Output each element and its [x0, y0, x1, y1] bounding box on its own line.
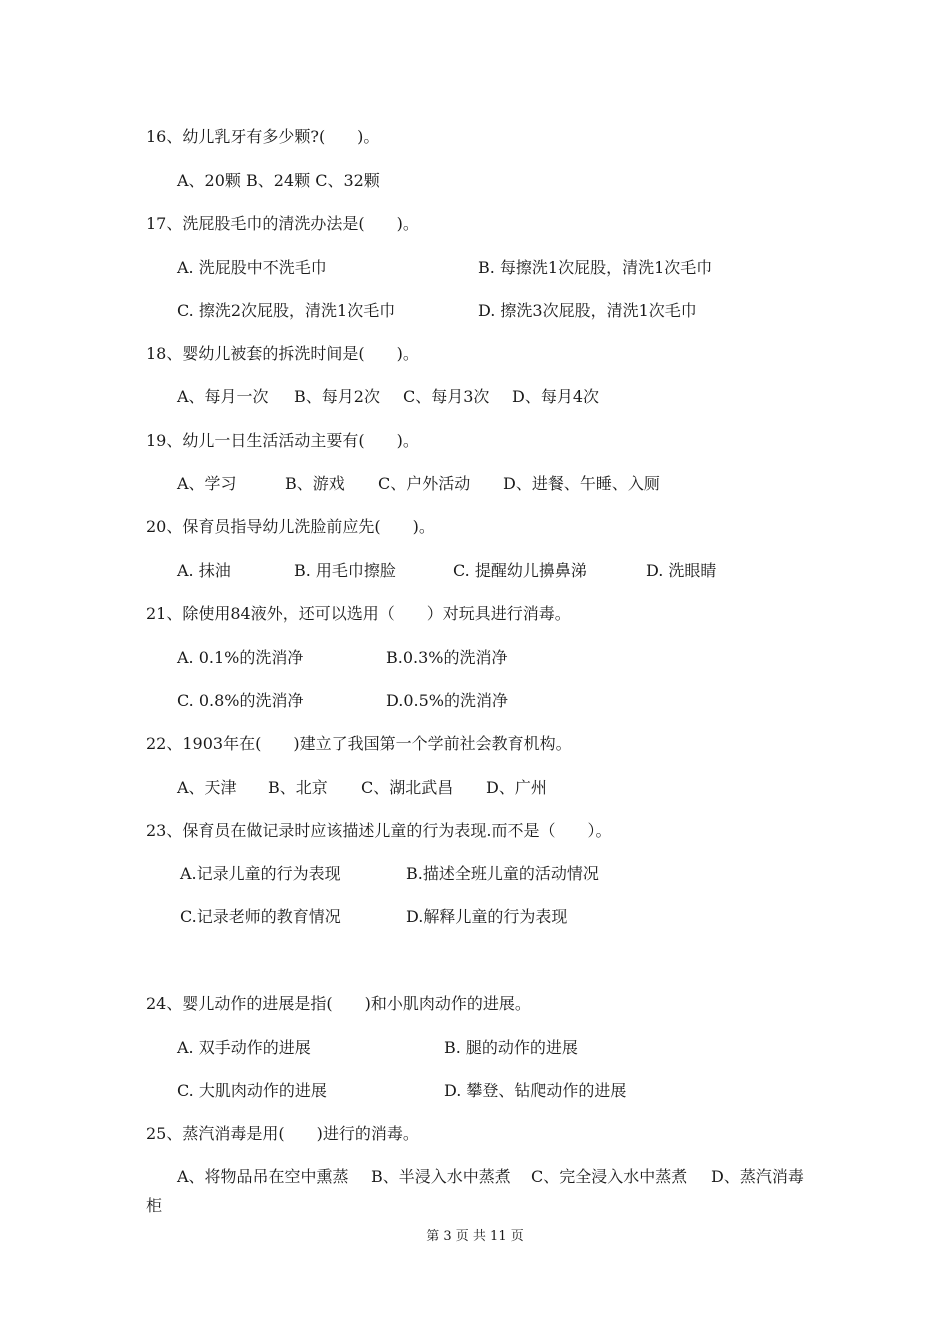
question-20-option-b: B. 用毛巾擦脸: [294, 561, 396, 580]
question-24-option-b: B. 腿的动作的进展: [444, 1038, 578, 1057]
question-21-option-b: B.0.3%的洗消净: [386, 648, 508, 667]
question-24-option-d: D. 攀登、钻爬动作的进展: [444, 1081, 627, 1100]
question-25-option-b: B、半浸入水中蒸煮: [371, 1167, 511, 1186]
question-23-option-b: B.描述全班儿童的活动情况: [406, 864, 599, 883]
question-23-option-c: C.记录老师的教育情况: [180, 907, 341, 926]
question-19-option-a: A、学习: [177, 474, 237, 493]
question-22-option-d: D、广州: [486, 778, 547, 797]
question-17-option-a: A. 洗屁股中不洗毛巾: [177, 258, 327, 277]
question-21-option-d: D.0.5%的洗消净: [386, 691, 508, 710]
question-20-option-a: A. 抹油: [177, 561, 231, 580]
question-23-stem: 23、保育员在做记录时应该描述儿童的行为表现.而不是（ ）。: [146, 821, 612, 840]
question-17-stem: 17、洗屁股毛巾的清洗办法是( )。: [146, 214, 419, 233]
question-19-option-d: D、进餐、午睡、入厕: [503, 474, 660, 493]
question-19-option-c: C、户外活动: [378, 474, 471, 493]
question-24-stem: 24、婴儿动作的进展是指( )和小肌肉动作的进展。: [146, 994, 531, 1013]
question-21-option-a: A. 0.1%的洗消净: [177, 648, 304, 667]
question-22-option-c: C、湖北武昌: [361, 778, 454, 797]
question-25-option-c: C、完全浸入水中蒸煮: [531, 1167, 688, 1186]
question-20-option-d: D. 洗眼睛: [646, 561, 717, 580]
question-21-option-c: C. 0.8%的洗消净: [177, 691, 304, 710]
question-23-option-d: D.解释儿童的行为表现: [406, 907, 568, 926]
question-16-options: A、20颗 B、24颗 C、32颗: [177, 171, 380, 190]
question-22-option-a: A、天津: [177, 778, 237, 797]
question-17-option-c: C. 擦洗2次屁股，清洗1次毛巾: [177, 301, 396, 320]
question-25-stem: 25、蒸汽消毒是用( )进行的消毒。: [146, 1124, 419, 1143]
question-18-option-b: B、每月2次: [294, 387, 380, 406]
question-19-option-b: B、游戏: [285, 474, 345, 493]
question-22-stem: 22、1903年在( )建立了我国第一个学前社会教育机构。: [146, 734, 572, 753]
question-21-stem: 21、除使用84液外，还可以选用（ ）对玩具进行消毒。: [146, 604, 571, 623]
question-18-stem: 18、婴幼儿被套的拆洗时间是( )。: [146, 344, 419, 363]
question-25-option-d: D、蒸汽消毒: [711, 1167, 804, 1186]
question-24-option-c: C. 大肌肉动作的进展: [177, 1081, 327, 1100]
question-18-option-c: C、每月3次: [403, 387, 490, 406]
question-25-continuation: 柜: [146, 1196, 163, 1215]
question-18-option-a: A、每月一次: [177, 387, 269, 406]
question-17-option-d: D. 擦洗3次屁股，清洗1次毛巾: [478, 301, 697, 320]
question-22-option-b: B、北京: [268, 778, 328, 797]
question-24-option-a: A. 双手动作的进展: [177, 1038, 311, 1057]
question-18-option-d: D、每月4次: [512, 387, 600, 406]
question-25-option-a: A、将物品吊在空中熏蒸: [177, 1167, 349, 1186]
question-19-stem: 19、幼儿一日生活活动主要有( )。: [146, 431, 419, 450]
question-20-stem: 20、保育员指导幼儿洗脸前应先( )。: [146, 517, 435, 536]
question-17-option-b: B. 每擦洗1次屁股，清洗1次毛巾: [478, 258, 713, 277]
page-footer: 第 3 页 共 11 页: [426, 1229, 524, 1244]
question-20-option-c: C. 提醒幼儿擤鼻涕: [453, 561, 587, 580]
question-23-option-a: A.记录儿童的行为表现: [180, 864, 341, 883]
question-16-stem: 16、幼儿乳牙有多少颗?( )。: [146, 127, 380, 146]
